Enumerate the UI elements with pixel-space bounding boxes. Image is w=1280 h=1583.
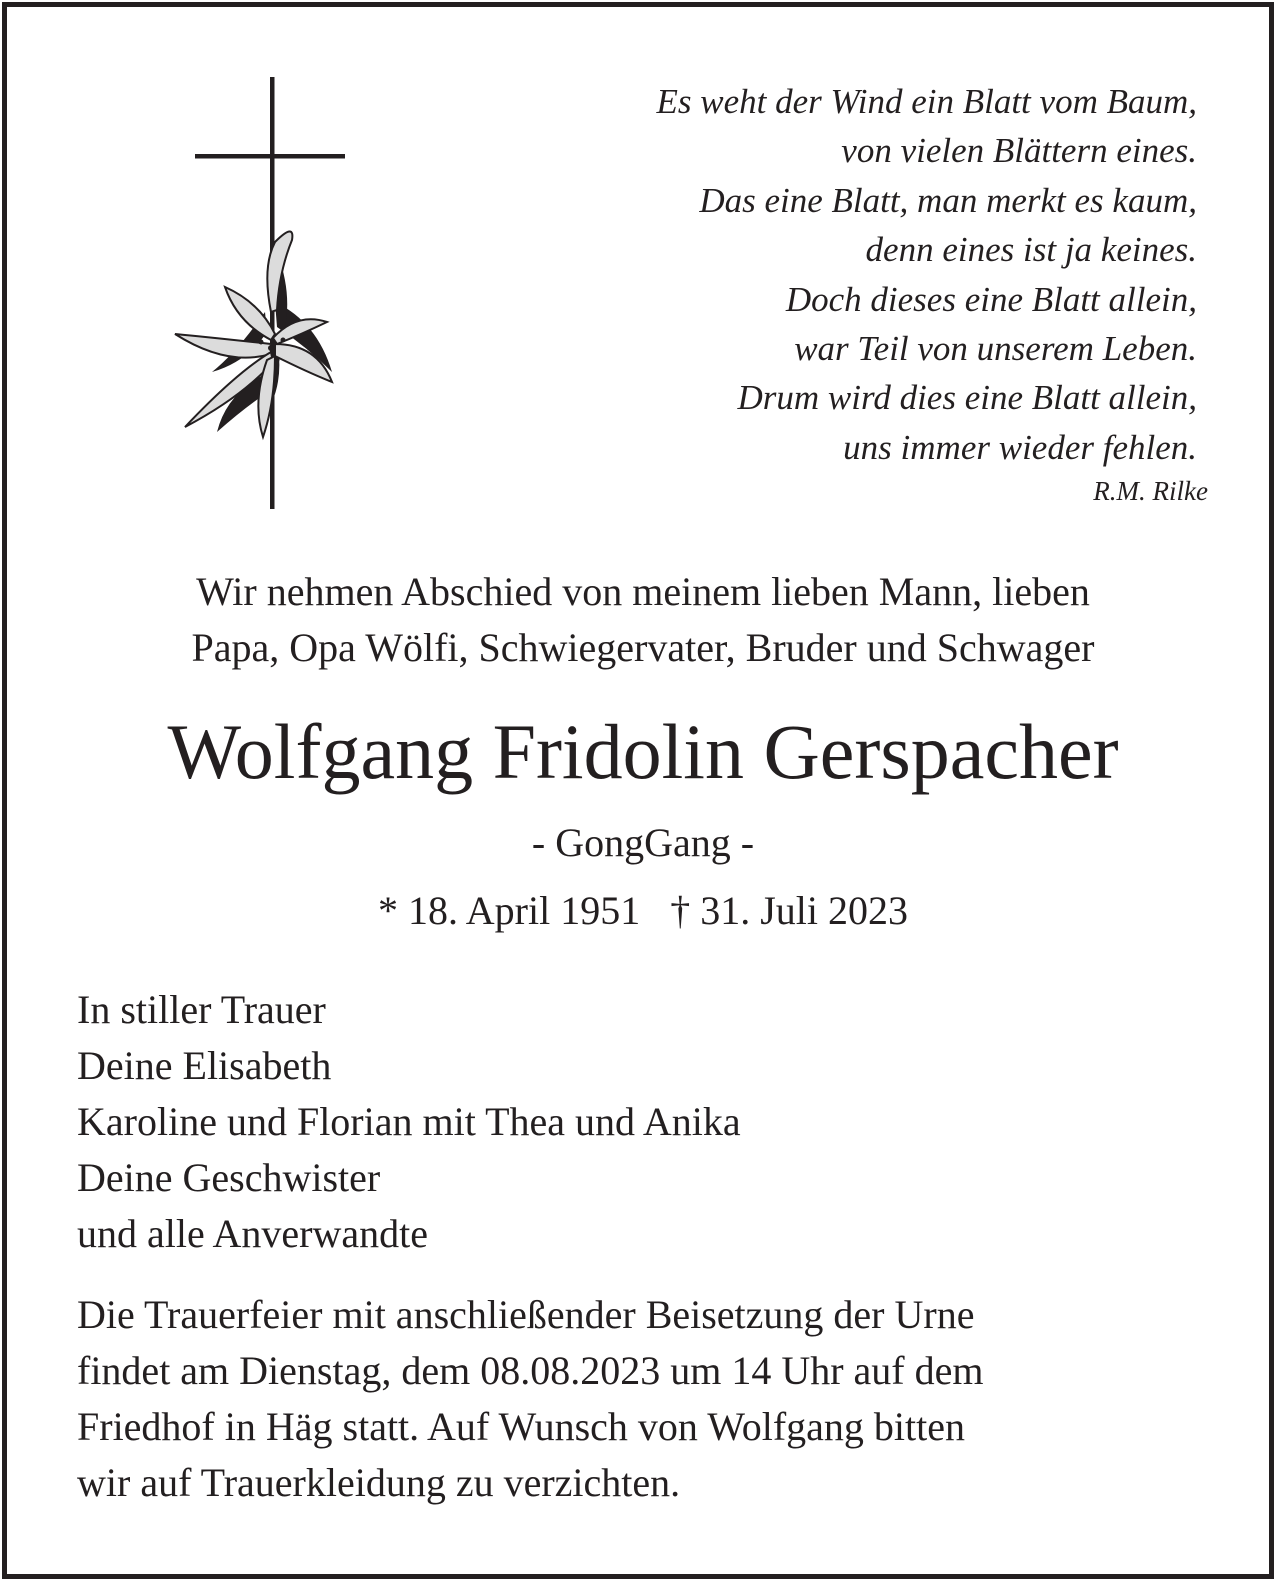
mourner-line: In stiller Trauer <box>77 987 326 1032</box>
notice-line: wir auf Trauerkleidung zu verzichten. <box>77 1460 681 1505</box>
poem-line: Das eine Blatt, man merkt es kaum, <box>699 180 1197 220</box>
mourner-line: Karoline und Florian mit Thea und Anika <box>77 1099 741 1144</box>
poem <box>656 77 1208 508</box>
mourners-list <box>77 982 741 1262</box>
poem-line: Drum wird dies eine Blatt allein, <box>737 378 1197 418</box>
notice-line: Friedhof in Häg statt. Auf Wunsch von Wolfgang bitten <box>77 1404 966 1449</box>
obituary-frame <box>2 2 1274 1579</box>
notice-line: Die Trauerfeier mit anschließender Beisetzung der Urne <box>77 1292 975 1337</box>
poem-author: R.M. Rilke <box>1093 476 1208 507</box>
cross-with-lily-icon <box>167 72 367 517</box>
poem-line: uns immer wieder fehlen. <box>843 427 1197 467</box>
mourner-line: Deine Elisabeth <box>77 1043 332 1088</box>
poem-line: Es weht der Wind ein Blatt vom Baum, <box>656 82 1197 121</box>
life-dates: * 18. April 1951 † 31. Juli 2023 <box>377 888 909 933</box>
deceased-name: Wolfgang Fridolin Gerspacher <box>167 708 1119 795</box>
poem-line: Doch dieses eine Blatt allein, <box>785 279 1197 319</box>
mourner-line: und alle Anverwandte <box>77 1211 428 1256</box>
poem-line: denn eines ist ja keines. <box>865 230 1197 270</box>
poem-line: war Teil von unserem Leben. <box>794 329 1197 369</box>
deceased-nickname: - GongGang - <box>531 820 755 865</box>
farewell-intro <box>7 564 1279 676</box>
funeral-notice <box>77 1287 983 1511</box>
intro-line: Wir nehmen Abschied von meinem lieben Mann, lieben <box>196 569 1090 614</box>
notice-line: findet am Dienstag, dem 08.08.2023 um 14 Uhr auf dem <box>77 1348 984 1393</box>
mourner-line: Deine Geschwister <box>77 1155 381 1200</box>
poem-line: von vielen Blättern eines. <box>841 131 1197 171</box>
intro-line: Papa, Opa Wölfi, Schwiegervater, Bruder und Schwager <box>191 625 1095 670</box>
